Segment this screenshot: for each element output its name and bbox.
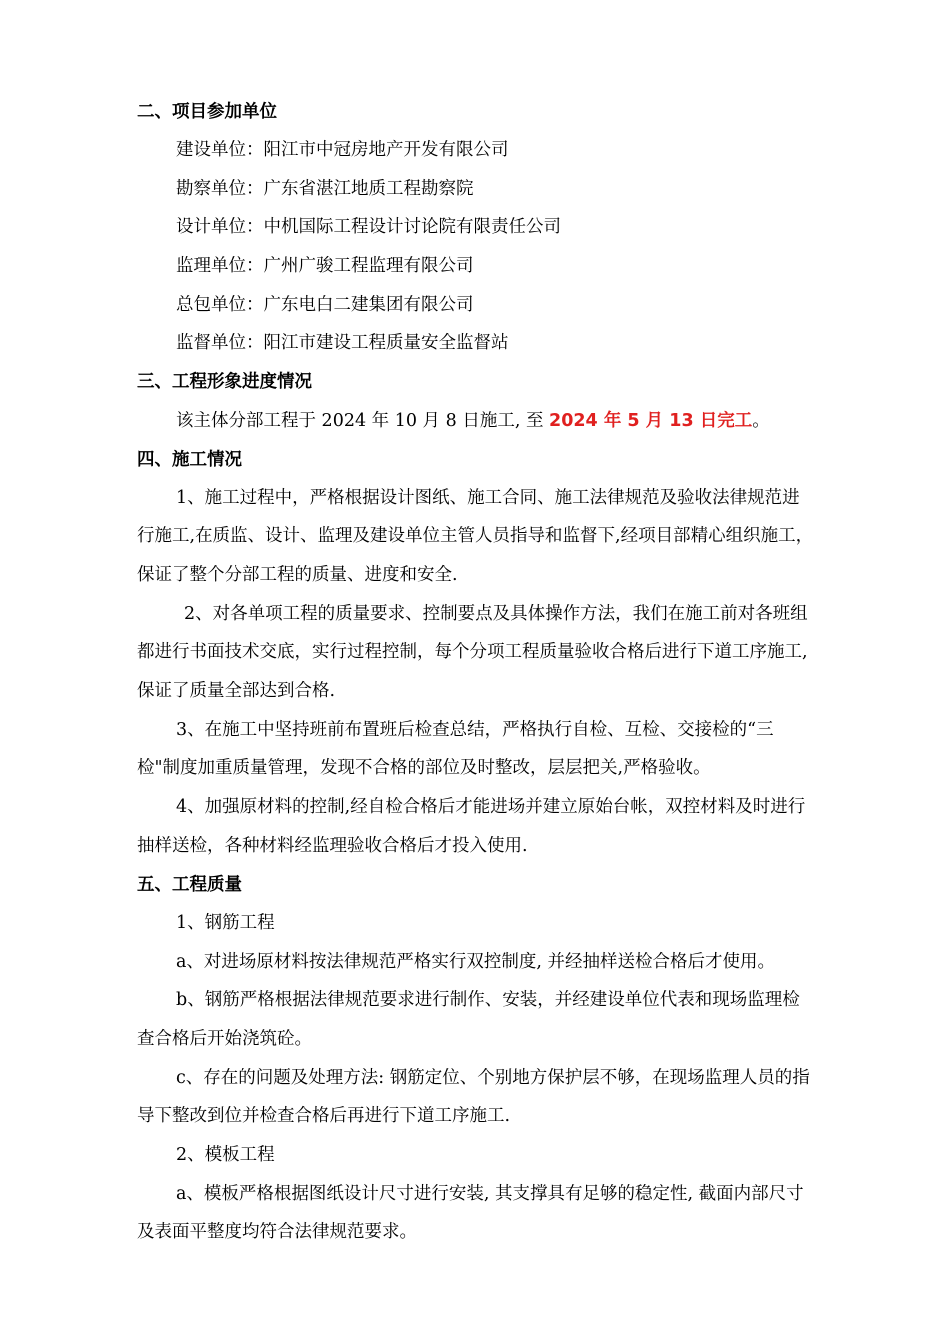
rebar-item-b-line2: 查合格后开始浇筑砼。 bbox=[137, 1029, 312, 1049]
rebar-item-c-line2: 导下整改到位并检查合格后再进行下道工序施工. bbox=[137, 1106, 511, 1126]
unit-line-contractor: 总包单位：广东电白二建集团有限公司 bbox=[176, 295, 474, 315]
formwork-item-a-line1: a、模板严格根据图纸设计尺寸进行安装, 其支撑具有足够的稳定性, 截面内部尺寸 bbox=[176, 1184, 804, 1204]
unit-line-survey: 勘察单位：广东省湛江地质工程勘察院 bbox=[176, 179, 474, 199]
section-heading-construction: 四、施工情况 bbox=[137, 450, 242, 470]
rebar-title: 1、钢筋工程 bbox=[176, 913, 275, 933]
construction-p4-line1: 4、加强原材料的控制,经自检合格后才能进场并建立原始台帐，双控材料及时进行 bbox=[176, 797, 806, 817]
construction-p2-line1: 2、对各单项工程的质量要求、控制要点及具体操作方法，我们在施工前对各班组 bbox=[184, 604, 808, 624]
construction-p1-line3: 保证了整个分部工程的质量、进度和安全. bbox=[137, 565, 458, 585]
construction-p2-line3: 保证了质量全部达到合格. bbox=[137, 681, 336, 701]
formwork-item-a-line2: 及表面平整度均符合法律规范要求。 bbox=[137, 1222, 417, 1242]
construction-p2-line2: 都进行书面技术交底，实行过程控制，每个分项工程质量验收合格后进行下道工序施工, bbox=[137, 642, 808, 662]
progress-paragraph bbox=[176, 409, 770, 433]
progress-text-end: 。 bbox=[752, 411, 770, 431]
unit-line-design: 设计单位：中机国际工程设计讨论院有限责任公司 bbox=[176, 217, 561, 237]
section-heading-quality: 五、工程质量 bbox=[137, 875, 242, 895]
rebar-item-b-line1: b、钢筋严格根据法律规范要求进行制作、安装，并经建设单位代表和现场监理检 bbox=[176, 990, 800, 1010]
unit-line-oversight: 监督单位：阳江市建设工程质量安全监督站 bbox=[176, 333, 509, 353]
progress-text-start: 该主体分部工程于 2024 年 10 月 8 日施工, 至 bbox=[176, 411, 550, 431]
construction-p1-line2: 行施工,在质监、设计、监理及建设单位主管人员指导和监督下,经项目部精心组织施工， bbox=[137, 526, 814, 546]
progress-completion-date: 2024 年 5 月 13 日完工 bbox=[549, 411, 753, 431]
unit-line-construction: 建设单位：阳江市中冠房地产开发有限公司 bbox=[176, 140, 509, 160]
construction-p3-line1: 3、在施工中坚持班前布置班后检查总结，严格执行自检、互检、交接检的“三 bbox=[176, 720, 774, 740]
rebar-item-c-line1: c、存在的问题及处理方法: 钢筋定位、个别地方保护层不够，在现场监理人员的指 bbox=[176, 1068, 810, 1088]
section-heading-units: 二、项目参加单位 bbox=[137, 102, 277, 122]
construction-p4-line2: 抽样送检，各种材料经监理验收合格后才投入使用. bbox=[137, 836, 528, 856]
unit-line-supervision: 监理单位：广州广骏工程监理有限公司 bbox=[176, 256, 474, 276]
construction-p3-line2: 检"制度加重质量管理，发现不合格的部位及时整改，层层把关,严格验收。 bbox=[137, 758, 711, 778]
construction-p1-line1: 1、施工过程中，严格根据设计图纸、施工合同、施工法律规范及验收法律规范进 bbox=[176, 488, 800, 508]
rebar-item-a: a、对进场原材料按法律规范严格实行双控制度, 并经抽样送检合格后才使用。 bbox=[176, 952, 776, 972]
section-heading-progress: 三、工程形象进度情况 bbox=[137, 372, 312, 392]
formwork-title: 2、模板工程 bbox=[176, 1145, 275, 1165]
